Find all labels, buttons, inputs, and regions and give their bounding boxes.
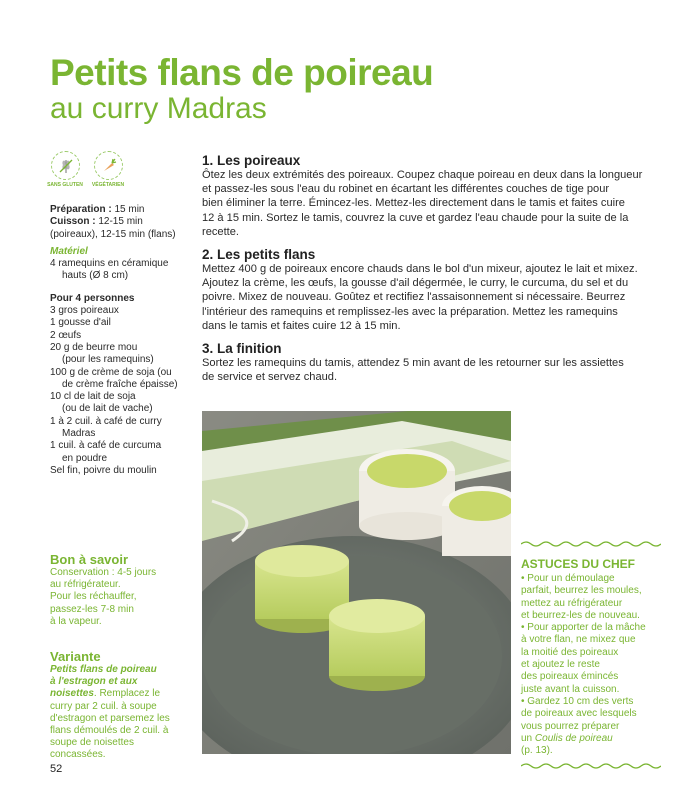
variante-heading: Variante: [50, 649, 101, 664]
wavy-divider: [521, 762, 661, 770]
recipe-title: Petits flans de poireau: [50, 52, 434, 93]
ingredient-line: 10 cl de lait de soja: [50, 391, 136, 403]
gluten-free-badge: [47, 151, 85, 188]
chef-tips-text: • Pour un démoulage parfait, beurrez les moules, mettez au réfrigérateur et beurrez-les de nouveau. • Pour apporter de la mâche à votre flan, ne mixez que la moitié des poireaux et ajoutez le reste des poireaux émincés juste avant la cuisson. • Gardez 10 cm des verts de poireaux avec lesquels vous pourrez préparer un Coulis de poireau (p. 13).: [521, 573, 646, 757]
page-number: 52: [50, 763, 63, 775]
vegetarian-label: VÉGÉTARIEN: [91, 182, 125, 188]
materiel-heading: Matériel: [50, 245, 88, 257]
ingredient-line: Madras: [62, 428, 96, 440]
ingredient-line: en poudre: [62, 452, 108, 464]
cook-time: Cuisson : 12-15 min: [50, 216, 143, 228]
ingredient-line: 3 gros poireaux: [50, 305, 119, 317]
ingredient-line: 1 cuil. à café de curcuma: [50, 440, 162, 452]
recipe-info: [50, 204, 185, 477]
step-text: Mettez 400 g de poireaux encore chauds dans le bol d'un mixeur, ajoutez le lait et mixez. Ajoutez la crème, les œufs, la gousse d'ail dégermée, le curry, le curcuma, du sel et du poivre. Mixez de nouveau. Goûtez et rectifiez l'assaisonnement si nécessaire. Beurrez l'intérieur des ramequins et remplissez-les avec la préparation. Mettez les ramequins dans le tamis et faites cuire 12 à 15 min.: [202, 263, 638, 332]
materiel-line: 4 ramequins en céramique: [50, 258, 169, 270]
materiel-line: hauts (Ø 8 cm): [62, 270, 129, 282]
ingredient-line: 20 g de beurre mou: [50, 341, 138, 353]
gluten-free-label: SANS GLUTEN: [47, 182, 83, 188]
prep-time: Préparation : 15 min: [50, 204, 145, 215]
carrot-icon: [94, 151, 123, 180]
chef-tips: [521, 535, 661, 775]
ingredient-line: (pour les ramequins): [62, 354, 154, 366]
wheat-icon: [51, 151, 80, 180]
ingredient-line: de crème fraîche épaisse): [62, 378, 178, 390]
ingredient-line: 100 g de crème de soja (ou: [50, 366, 172, 378]
step-text: Sortez les ramequins du tamis, attendez 5 min avant de les retourner sur les assiettes de service et servez chaud.: [202, 357, 624, 384]
ingredient-line: 1 gousse d'ail: [50, 317, 111, 329]
ingredient-line: (ou de lait de vache): [62, 403, 153, 415]
chef-tips-heading: ASTUCES DU CHEF: [521, 557, 636, 571]
vegetarian-badge: [91, 151, 128, 188]
recipe-subtitle: au curry Madras: [50, 92, 267, 125]
variante-text: Petits flans de poireau à l'estragon et aux noisettes. Remplacez le curry par 2 cuil. à soupe d'estragon et parsemez les flans démoulés de 2 cuil. à soupe de noisettes concassées.: [50, 664, 170, 761]
ingredient-line: Sel fin, poivre du moulin: [50, 464, 157, 476]
cook-time-detail: (poireaux), 12-15 min (flans): [50, 228, 176, 240]
bon-a-savoir: [50, 552, 185, 628]
step-heading: 1. Les poireaux: [202, 153, 301, 168]
recipe-photo: [202, 411, 511, 754]
wavy-divider: [521, 540, 661, 548]
step-heading: 3. La finition: [202, 341, 282, 357]
variante: [50, 649, 185, 762]
step-heading: 2. Les petits flans: [202, 247, 316, 263]
bon-a-savoir-text: Conservation : 4-5 jours au réfrigérateur. Pour les réchauffer, passez-les 7-8 min à la vapeur.: [50, 567, 157, 627]
ingredient-line: 1 à 2 cuil. à café de curry: [50, 415, 162, 427]
step-text: Ôtez les deux extrémités des poireaux. Coupez chaque poireau en deux dans la longueur et passez-les sous l'eau du robinet en écartant les différentes couches de tige pour bien éliminer la terre. Émincez-les. Mettez-les directement dans le tamis et faites cuire 12 à 15 min. Sortez le tamis, couvrez la cuve et gardez l'eau chaude pour la suite de la recette.: [202, 169, 643, 238]
bon-a-savoir-heading: Bon à savoir: [50, 552, 129, 567]
ingredients-heading: Pour 4 personnes: [50, 292, 135, 304]
recipe-steps: [202, 153, 662, 384]
ingredient-line: 2 œufs: [50, 329, 82, 341]
